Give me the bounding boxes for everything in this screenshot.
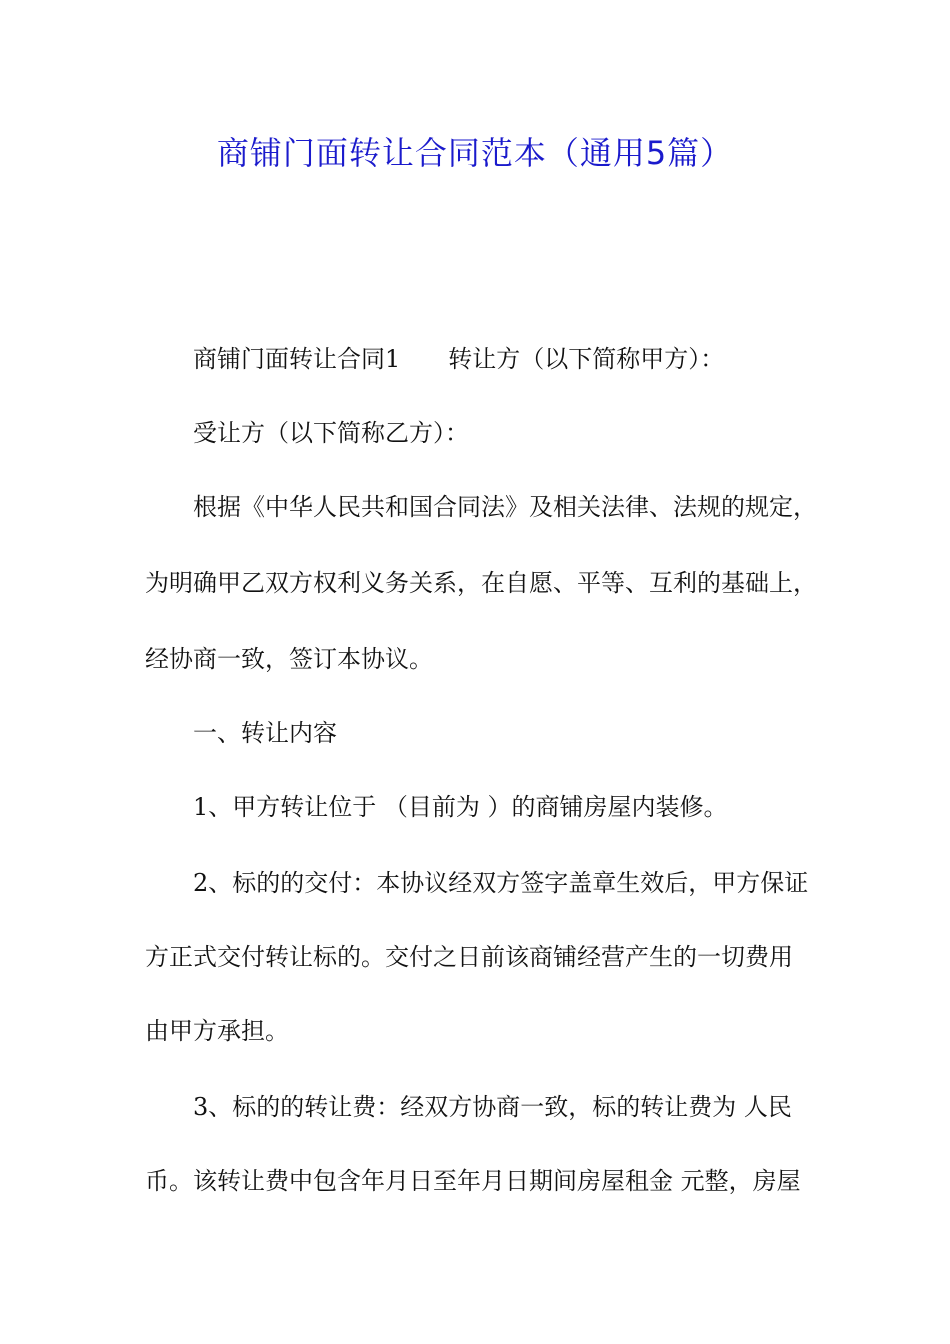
contract-number-label: 商铺门面转让合同1 [193, 345, 401, 373]
transferor-label: 转让方（以下简称甲方）： [448, 345, 725, 373]
transferee-label: 受让方（以下简称乙方）： [193, 419, 469, 447]
clause-line: 3、标的的转让费：经双方协商一致，标的转让费为 人民 [193, 1093, 792, 1121]
clause-line: 币。该转让费中包含年月日至年月日期间房屋租金 元整，房屋 [145, 1167, 801, 1195]
paragraph-line: 根据《中华人民共和国合同法》及相关法律、法规的规定， [193, 493, 817, 521]
clause-line: 2、标的的交付：本协议经双方签字盖章生效后，甲方保证 [193, 869, 809, 897]
section-heading: 一、转让内容 [193, 719, 337, 747]
clause-line: 1、甲方转让位于 （目前为 ）的商铺房屋内装修。 [193, 793, 728, 821]
document-title: 商铺门面转让合同范本（通用5篇） [216, 134, 734, 172]
contract-heading-line [193, 342, 724, 376]
clause-line: 方正式交付转让标的。交付之日前该商铺经营产生的一切费用 [145, 943, 793, 971]
paragraph-line: 经协商一致，签订本协议。 [145, 645, 433, 673]
clause-line: 由甲方承担。 [145, 1017, 289, 1045]
paragraph-line: 为明确甲乙双方权利义务关系，在自愿、平等、互利的基础上， [145, 569, 817, 597]
